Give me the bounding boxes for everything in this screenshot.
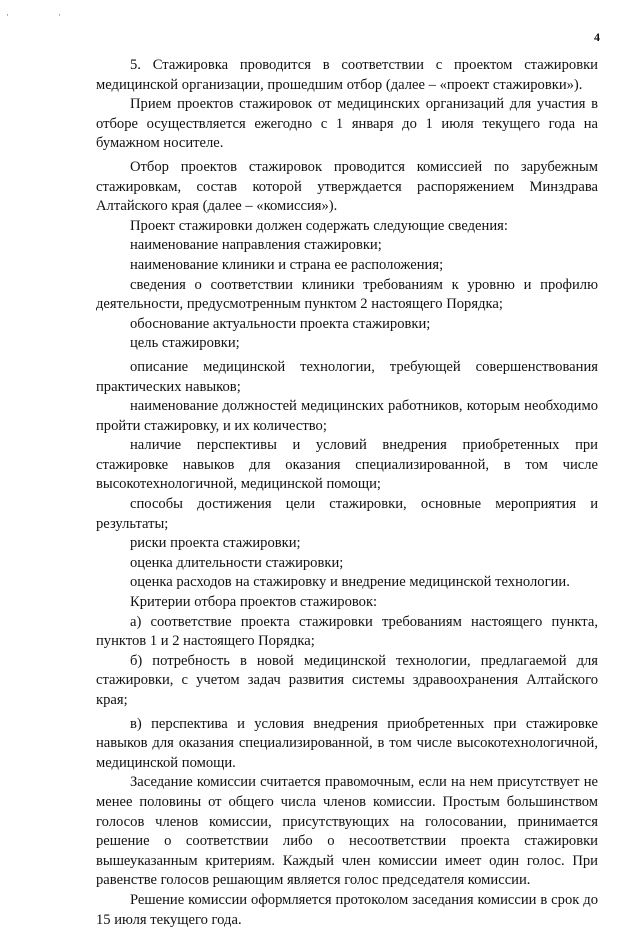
paragraph: в) перспектива и условия внедрения приобретенных при стажировке навыков для оказания специализированной, в том числе высокотехнологичной, медицинской помощи. [96,715,598,771]
paragraph: 5. Стажировка проводится в соответствии с проектом стажировки медицинской организации, прошедшим отбор (далее – «проект стажировки»). [96,57,598,93]
page-number: 4 [594,30,600,44]
paragraph: сведения о соответствии клиники требованиям к уровню и профилю деятельности, предусмотренным пунктом 2 настоящего Порядка; [96,276,598,313]
document-body [96,56,598,930]
scan-mark: · [58,10,61,20]
paragraph: обоснование актуальности проекта стажировки; [130,315,431,332]
paragraph: Прием проектов стажировок от медицинских организаций для участия в отборе осуществляется ежегодно с 1 января до 1 июля текущего года на бумажном носителе. [96,96,598,152]
paragraph: Проект стажировки должен содержать следующие сведения: [130,217,508,234]
paragraph: наличие перспективы и условий внедрения приобретенных при стажировке навыков для оказания специализированной, в том числе высокотехнологичной, медицинской помощи; [96,437,598,493]
paragraph: Заседание комиссии считается правомочным, если на нем присутствует не менее половины от общего числа членов комиссии. Простым большинством голосов членов комиссии, присутствующих на голосовании, принимается решение о соответствии либо о несоответствии проекта стажировки вышеуказанным критериям. Каждый член комиссии имеет один голос. При равенстве голосов решающим является голос председателя комиссии. [96,774,598,889]
paragraph: а) соответствие проекта стажировки требованиям настоящего пункта, пунктов 1 и 2 настоящего Порядка; [96,613,598,650]
paragraph: цель стажировки; [130,335,240,352]
paragraph: Критерии отбора проектов стажировок: [130,594,378,611]
paragraph: способы достижения цели стажировки, основные мероприятия и результаты; [96,496,598,532]
paragraph: б) потребность в новой медицинской технологии, предлагаемой для стажировки, с учетом задач развития системы здравоохранения Алтайского края; [96,652,598,708]
paragraph: наименование направления стажировки; [130,237,382,254]
paragraph: наименование клиники и страна ее расположения; [130,256,444,273]
paragraph: описание медицинской технологии, требующей совершенствования практических навыков; [96,358,598,395]
paragraph: оценка расходов на стажировку и внедрение медицинской технологии. [130,574,570,591]
paragraph: наименование должностей медицинских работников, которым необходимо пройти стажировку, и их количество; [96,398,598,434]
paragraph: Решение комиссии оформляется протоколом заседания комиссии в срок до 15 июля текущего года. [96,891,598,928]
scan-mark: · [6,10,9,20]
paragraph: Отбор проектов стажировок проводится комиссией по зарубежным стажировкам, состав которой утверждается распоряжением Минздрава Алтайского края (далее – «комиссия»). [96,158,598,215]
paragraph: риски проекта стажировки; [130,535,301,552]
paragraph: оценка длительности стажировки; [130,554,344,571]
